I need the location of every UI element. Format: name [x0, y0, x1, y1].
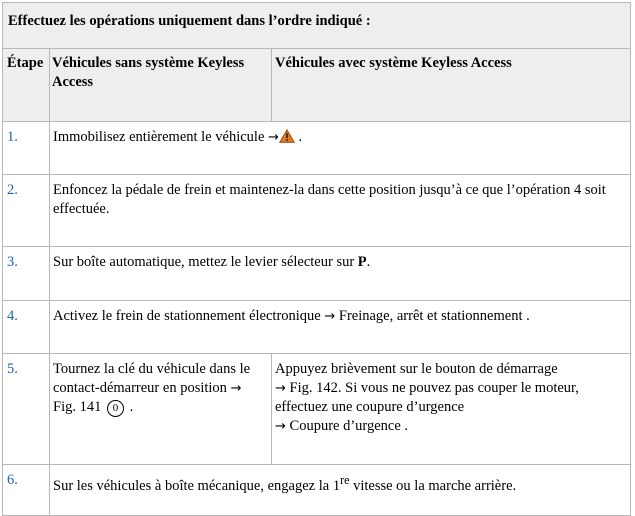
step-text-part: Activez le frein de stationnement électronique — [53, 308, 321, 324]
step-number: 2. — [3, 175, 50, 247]
column-header-with-keyless: Véhicules avec système Keyless Access — [272, 49, 631, 122]
ordinal-superscript: re — [340, 473, 350, 487]
step-text-end: . — [526, 308, 530, 324]
cross-reference-link[interactable]: Freinage, arrêt et stationnement — [338, 308, 523, 324]
step-text-with-keyless — [272, 354, 631, 465]
step-text — [50, 247, 631, 301]
table-row — [3, 354, 631, 465]
step-number: 4. — [3, 301, 50, 354]
step-text-part: Tournez la clé du véhicule dans le contact-démarreur en position — [53, 361, 251, 396]
step-text-part: . Si vous ne pouvez pas couper le moteur, effectuez une coupure d’urgence — [275, 380, 579, 415]
step-number: 3. — [3, 247, 50, 301]
table-row — [3, 122, 631, 175]
step-text-end: . — [129, 399, 134, 415]
step-text — [50, 122, 631, 175]
step-text — [50, 465, 631, 516]
arrow-icon: → — [324, 309, 336, 324]
step-text-without-keyless — [50, 354, 272, 465]
arrow-icon: → — [275, 381, 286, 396]
step-number: 5. — [3, 354, 50, 465]
table-title: Effectuez les opérations uniquement dans l’ordre indiqué : — [3, 3, 631, 49]
step-number: 1. — [3, 122, 50, 175]
cross-reference-link[interactable]: Coupure d’urgence — [289, 418, 401, 434]
step-text-part: Sur les véhicules à boîte mécanique, engagez la 1 — [53, 477, 341, 494]
table-row — [3, 465, 631, 516]
step-text-part: Immobilisez entièrement le véhicule — [53, 129, 265, 145]
step-text-end: . — [404, 418, 409, 434]
table-row — [3, 175, 631, 247]
step-text: Enfoncez la pédale de frein et maintenez-la dans cette position jusqu’à ce que l’opération 4 soit effectuée. — [50, 175, 631, 247]
step-number: 6. — [3, 465, 50, 516]
step-text-end: . — [298, 129, 303, 145]
warning-triangle-icon[interactable] — [279, 129, 295, 149]
step-text — [50, 301, 631, 354]
figure-reference-link[interactable]: Fig. 142 — [289, 380, 338, 396]
table-row — [3, 247, 631, 301]
step-text-end: vitesse ou la marche arrière. — [349, 477, 517, 494]
procedure-table — [2, 2, 631, 516]
step-text-end: . — [366, 254, 371, 270]
arrow-icon: → — [275, 419, 286, 434]
step-text-part: Appuyez brièvement sur le bouton de démarrage — [275, 361, 558, 377]
circled-zero-icon: 0 — [107, 400, 124, 417]
step-text-part: Sur boîte automatique, mettez le levier sélecteur sur — [53, 254, 355, 270]
arrow-icon: → — [230, 381, 242, 396]
column-header-step: Étape — [3, 49, 50, 122]
column-header-without-keyless: Véhicules sans système Keyless Access — [50, 49, 272, 122]
table-row — [3, 301, 631, 354]
arrow-icon: → — [268, 130, 279, 145]
selector-position-key: P — [357, 254, 367, 270]
figure-reference-link[interactable]: Fig. 141 — [53, 399, 102, 415]
